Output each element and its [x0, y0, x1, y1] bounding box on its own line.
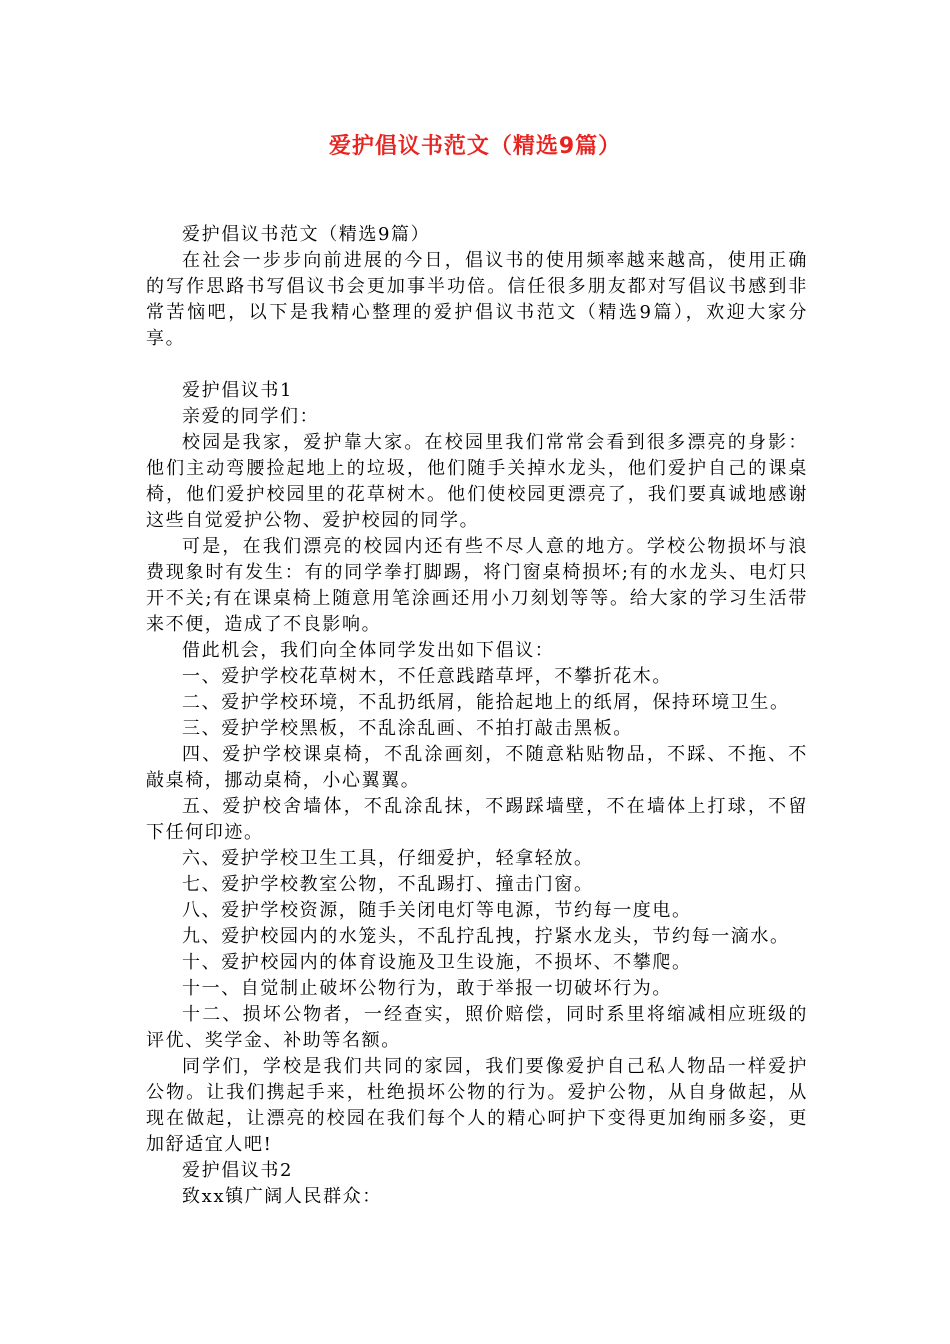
- proposal-item: 一、爱护学校花草树木，不任意践踏草坪，不攀折花木。: [182, 666, 672, 687]
- salutation: 致xx镇广阔人民群众：: [182, 1186, 382, 1207]
- closing-paragraph: 同学们，学校是我们共同的家园，我们要像爱护自己私人物品一样爱护公物。让我们携起手来，杜绝损坏公物的行为。爱护公物，从自身做起，从现在做起，让漂亮的校园在我们每个人的精心呵护下变得更加绚丽多姿，更加舒适宜人吧!: [146, 1056, 808, 1155]
- section-heading-2: 爱护倡议书2: [182, 1160, 294, 1181]
- proposal-item: 七、爱护学校教室公物，不乱踢打、撞击门窗。: [182, 874, 594, 895]
- proposal-item: 十二、损坏公物者，一经查实，照价赔偿，同时系里将缩减相应班级的评优、奖学金、补助等名额。: [146, 1004, 808, 1051]
- body-paragraph: 校园是我家，爱护靠大家。在校园里我们常常会看到很多漂亮的身影：他们主动弯腰捡起地上的垃圾，他们随手关掉水龙头，他们爱护自己的课桌椅，他们爱护校园里的花草树木。他们使校园更漂亮了，我们要真诚地感谢这些自觉爱护公物、爱护校园的同学。: [146, 432, 808, 531]
- proposal-item: 八、爱护学校资源，随手关闭电灯等电源，节约每一度电。: [182, 900, 692, 921]
- intro-paragraph: 在社会一步步向前进展的今日，倡议书的使用频率越来越高，使用正确的写作思路书写倡议书会更加事半功倍。信任很多朋友都对写倡议书感到非常苦恼吧，以下是我精心整理的爱护倡议书范文（精选9篇），欢迎大家分享。: [146, 250, 808, 349]
- salutation: 亲爱的同学们：: [182, 406, 320, 427]
- proposal-item: 四、爱护学校课桌椅，不乱涂画刻，不随意粘贴物品，不踩、不拖、不敲桌椅，挪动桌椅，小心翼翼。: [146, 744, 808, 791]
- intro-heading: 爱护倡议书范文（精选9篇）: [182, 224, 431, 245]
- document-body: [146, 222, 808, 1210]
- proposal-item: 五、爱护校舍墙体，不乱涂乱抹，不踢踩墙壁，不在墙体上打球，不留下任何印迹。: [146, 796, 808, 843]
- proposal-item: 十、爱护校园内的体育设施及卫生设施，不损坏、不攀爬。: [182, 952, 692, 973]
- body-paragraph: 借此机会，我们向全体同学发出如下倡议：: [182, 640, 555, 661]
- proposal-item: 九、爱护校园内的水笼头，不乱拧乱拽，拧紧水龙头，节约每一滴水。: [182, 926, 790, 947]
- proposal-item: 三、爱护学校黑板，不乱涂乱画、不拍打敲击黑板。: [182, 718, 633, 739]
- section-heading-1: 爱护倡议书1: [182, 380, 294, 401]
- proposal-item: 十一、自觉制止破坏公物行为，敢于举报一切破坏行为。: [182, 978, 672, 999]
- proposal-item: 六、爱护学校卫生工具，仔细爱护，轻拿轻放。: [182, 848, 594, 869]
- document-title: 爱护倡议书范文（精选9篇）: [328, 134, 622, 159]
- body-paragraph: 可是，在我们漂亮的校园内还有些不尽人意的地方。学校公物损坏与浪费现象时有发生：有的同学拳打脚踢，将门窗桌椅损坏;有的水龙头、电灯只开不关;有在课桌椅上随意用笔涂画还用小刀刻划等等。给大家的学习生活带来不便，造成了不良影响。: [146, 536, 808, 635]
- proposal-item: 二、爱护学校环境，不乱扔纸屑，能拾起地上的纸屑，保持环境卫生。: [182, 692, 790, 713]
